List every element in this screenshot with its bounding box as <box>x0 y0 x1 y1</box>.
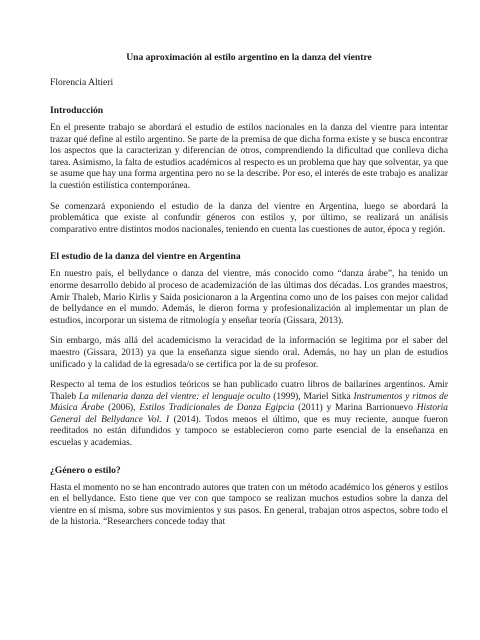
author-name: Florencia Altieri <box>50 77 114 88</box>
book-title: Estilos Tradicionales de Danza Egipcia <box>139 403 295 414</box>
book-title: Historia General del Bellydance Vol. I <box>50 403 448 425</box>
text-run: (1999), Mariel Sitka <box>270 391 354 402</box>
text-run: Respecto al tema de los estudios teóricos se han publicado cuatro libros de bailarines argentinos. Amir Thaleb <box>50 380 448 402</box>
paragraph: Se comenzará exponiendo el estudio de la danza del vientre en Argentina, luego se abordará la problemática que existe al confundir géneros con estilos y, por último, se realizará un análisis comparativo entre distintos modos nacionales, teniendo en cuenta las cuestiones de autor, época y región. <box>50 201 448 235</box>
paragraph: Sin embargo, más allá del academicismo la veracidad de la información se legitima por el saber del maestro (Gissara, 2013) ya que la enseñanza sigue siendo oral. Además, no hay un plan de estudios unificado y la calidad de la egresada/o se certifica por la de su profesor. <box>50 336 448 370</box>
book-title: La milenaria danza del vientre: el lenguaje oculto <box>78 391 271 402</box>
section-heading-genero: ¿Género o estilo? <box>50 464 121 476</box>
document-title: Una aproximación al estilo argentino en la danza del vientre <box>126 52 372 63</box>
paragraph-with-citations <box>50 380 448 450</box>
paragraph: En el presente trabajo se abordará el estudio de estilos nacionales en la danza del vientre para intentar trazar qué define al estilo argentino. Se parte de la premisa de que dicha forma existe y se busca encontrar los aspectos que la caracterizan y diferencian de otros, comprendiendo la dificultad que conlleva dicha tarea. Asimismo, la falta de estudios académicos al respecto es un problema que hay que solventar, ya que se asume que hay una forma argentina pero no se la describe. Por eso, el interés de este trabajo es analizar la cuestión estilística contemporánea. <box>50 123 448 191</box>
book-title: Instrumentos y ritmos de Música Árabe <box>50 391 448 414</box>
paragraph: En nuestro país, el bellydance o danza del vientre, más conocido como “danza árabe”, ha tenido un enorme desarrollo debido al proceso de academización de las últimas dos décadas. Los grandes maestros, Amir Thaleb, Mario Kirlis y Saida posicionaron a la Argentina como uno de los países con mejor calidad de bellydance en el mundo. Además, le dieron forma y profesionalización al implementar un plan de estudios, incorporar un sistema de ritmología y enseñar teoría (Gissara, 2013). <box>50 269 448 326</box>
section-heading-estudio: El estudio de la danza del vientre en Argentina <box>50 251 241 263</box>
text-run: (2006), <box>104 403 140 414</box>
section-heading-introduccion: Introducción <box>50 105 104 116</box>
text-run: (2011) y Marina Barrionuevo <box>294 403 417 414</box>
text-run: (2014). Todos menos el último, que es muy reciente, aunque fueron reeditados no están difundidos y tampoco se establecieron como parte esencial de la enseñanza en escuelas y academias. <box>50 414 448 449</box>
paragraph: Hasta el momento no se han encontrado autores que traten con un método académico los géneros y estilos en el bellydance. Esto tiene que ver con que tampoco se realizan muchos estudios sobre la danza del vientre en sí misma, sobre sus movimientos y sus pasos. En general, trabajan otros aspectos, sobre todo el de la historia. “Researchers concede today that <box>50 482 448 528</box>
